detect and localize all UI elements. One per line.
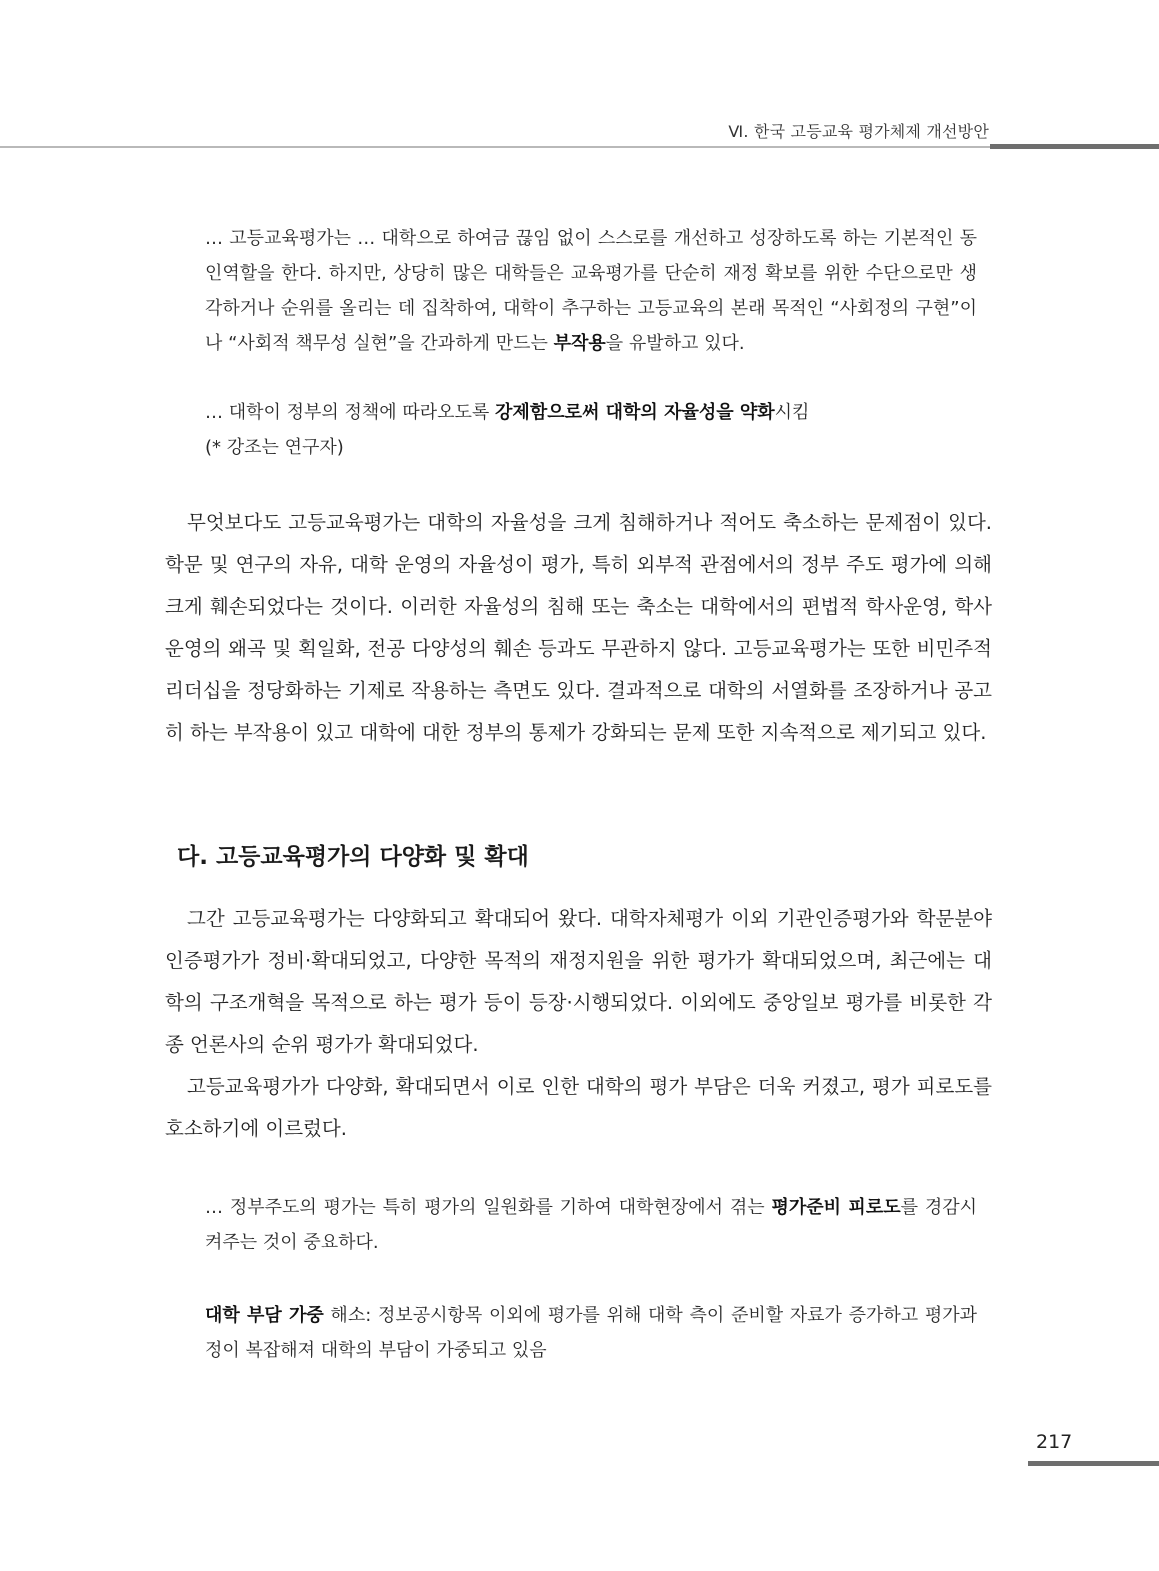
quote-block-4	[205, 1298, 977, 1368]
running-header: Ⅵ. 한국 고등교육 평가체제 개선방안	[728, 122, 989, 141]
body-paragraph-1: 무엇보다도 고등교육평가는 대학의 자율성을 크게 침해하거나 적어도 축소하는 문제점이 있다. 학문 및 연구의 자유, 대학 운영의 자율성이 평가, 특히 외부적 관점에서의 정부 주도 평가에 의해 크게 훼손되었다는 것이다. 이러한 자율성의 침해 또는 축소는 대학에서의 편법적 학사운영, 학사운영의 왜곡 및 획일화, 전공 다양성의 훼손 등과도 무관하지 않다. 고등교육평가는 또한 비민주적 리더십을 정당화하는 기제로 작용하는 측면도 있다. 결과적으로 대학의 서열화를 조장하거나 공고히 하는 부작용이 있고 대학에 대한 정부의 통제가 강화되는 문제 또한 지속적으로 제기되고 있다.	[165, 511, 992, 744]
body-paragraph-3: 고등교육평가가 다양화, 확대되면서 이로 인한 대학의 평가 부담은 더욱 커졌고, 평가 피로도를 호소하기에 이르렀다.	[165, 1075, 992, 1140]
header-divider	[0, 146, 990, 148]
quote-1-text: … 고등교육평가는 … 대학으로 하여금 끊임 없이 스스로를 개선하고 성장하도록 하는 기본적인 동인역할을 한다. 하지만, 상당히 많은 대학들은 교육평가를 단순히 재정 확보를 위한 수단으로만 생각하거나 순위를 올리는 데 집착하여, 대학이 추구하는 고등교육의 본래 목적인 “사회정의 구현”이나 “사회적 책무성 실현”을 간과하게 만드는 부작용을 유발하고 있다.	[205, 228, 977, 354]
body-paragraph-2: 그간 고등교육평가는 다양화되고 확대되어 왔다. 대학자체평가 이외 기관인증평가와 학문분야 인증평가가 정비·확대되었고, 다양한 목적의 재정지원을 위한 평가가 확대되었으며, 최근에는 대학의 구조개혁을 목적으로 하는 평가 등이 등장·시행되었다. 이외에도 중앙일보 평가를 비롯한 각종 언론사의 순위 평가가 확대되었다.	[165, 907, 992, 1056]
quote-1-emphasis: 부작용	[553, 333, 606, 354]
quote-block-1	[205, 221, 977, 361]
quote-block-3	[205, 1190, 977, 1260]
footer-accent-bar	[1028, 1461, 1159, 1466]
quote-3-emphasis: 평가준비 피로도	[771, 1197, 901, 1218]
body-paragraph-1-block	[165, 502, 992, 754]
body-paragraphs-2-3-block	[165, 898, 992, 1150]
section-title: 다. 고등교육평가의 다양화 및 확대	[177, 844, 529, 870]
emphasis-note: (* 강조는 연구자)	[205, 437, 344, 458]
header-accent-bar	[990, 144, 1159, 149]
quote-4-emphasis: 대학 부담 가중	[205, 1305, 324, 1326]
quote-4-text: 대학 부담 가중 해소: 정보공시항목 이외에 평가를 위해 대학 측이 준비할 자료가 증가하고 평가과정이 복잡해져 대학의 부담이 가중되고 있음	[205, 1305, 977, 1361]
quote-2-text: … 대학이 정부의 정책에 따라오도록 강제함으로써 대학의 자율성을 약화시킴	[205, 402, 810, 423]
quote-2-emphasis: 강제함으로써 대학의 자율성을 약화	[495, 402, 775, 423]
quote-block-2	[205, 395, 977, 465]
page-number: 217	[1036, 1431, 1073, 1453]
quote-3-text: … 정부주도의 평가는 특히 평가의 일원화를 기하여 대학현장에서 겪는 평가준비 피로도를 경감시켜주는 것이 중요하다.	[205, 1197, 977, 1253]
